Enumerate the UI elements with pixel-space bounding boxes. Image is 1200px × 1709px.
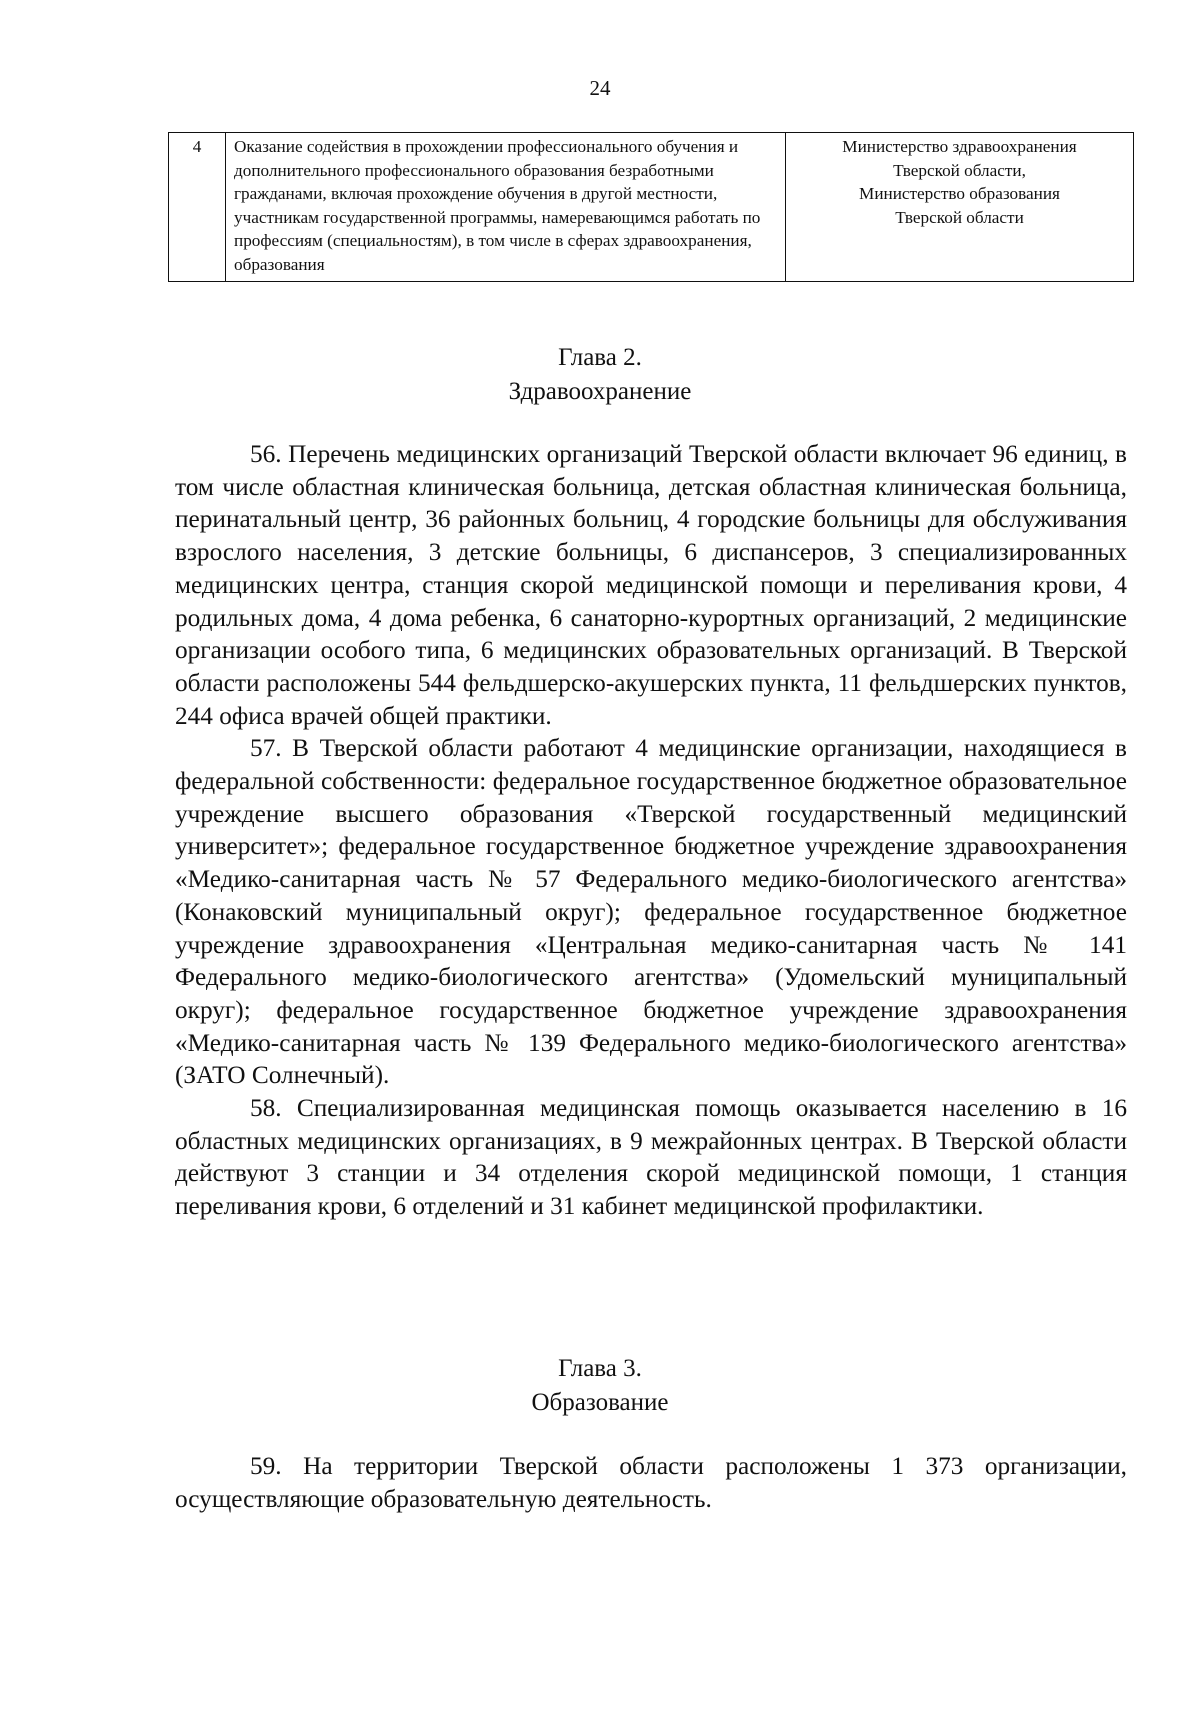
paragraph-58: 58. Специализированная медицинская помощь оказывается населению в 16 областных медицинских организациях, в 9 межрайонных центрах. В Тверской области действуют 3 станции и 34 отделения скорой медицинской помощи, 1 станция переливания крови, 6 отделений и 31 кабинет медицинской профилактики. — [175, 1094, 1127, 1221]
chapter-title: Здравоохранение — [508, 378, 692, 405]
responsible-executor-cell — [786, 133, 1134, 282]
chapter-2-body — [175, 438, 1127, 1223]
measures-table — [168, 132, 1134, 282]
responsible-line: Министерство здравоохранения — [842, 137, 1077, 156]
chapter-number: Глава 2. — [558, 344, 642, 371]
paragraph-57: 57. В Тверской области работают 4 медицинские организации, находящиеся в федеральной собственности: федеральное государственное бюджетное образовательное учреждение высшего образования «Тверской государственный медицинский университет»; федеральное государственное бюджетное учреждение здравоохранения «Медико-санитарная часть № 57 Федерального медико-биологического агентства» (Конаковский муниципальный округ); федеральное государственное бюджетное учреждение здравоохранения «Центральная медико-санитарная часть № 141 Федерального медико-биологического агентства» (Удомельский муниципальный округ); федеральное государственное бюджетное учреждение здравоохранения «Медико-санитарная часть № 139 Федерального медико-биологического агентства» (ЗАТО Солнечный). — [175, 734, 1127, 1090]
chapter-2-heading — [0, 341, 1200, 409]
responsible-line: Тверской области, — [893, 160, 1026, 180]
chapter-3-heading — [0, 1352, 1200, 1420]
chapter-3-body — [175, 1450, 1127, 1515]
measure-description-cell: Оказание содействия в прохождении профессионального обучения и дополнительного профессионального образования безработными гражданами, включая прохождение обучения в другой местности, участникам государственной программы, намеревающимся работать по профессиям (специальностям), в том числе в сферах здравоохранения, образования — [226, 133, 786, 282]
table-row — [169, 133, 1134, 282]
chapter-title: Образование — [531, 1389, 669, 1416]
responsible-line: Тверской области — [895, 207, 1024, 227]
page-number: 24 — [589, 76, 611, 100]
responsible-line: Министерство образования — [859, 184, 1060, 204]
paragraph-59: 59. На территории Тверской области расположены 1 373 организации, осуществляющие образовательную деятельность. — [175, 1452, 1127, 1513]
row-number-cell: 4 — [169, 133, 226, 282]
paragraph-56: 56. Перечень медицинских организаций Тверской области включает 96 единиц, в том числе областная клиническая больница, детская областная клиническая больница, перинатальный центр, 36 районных больниц, 4 городские больницы для обслуживания взрослого населения, 3 детские больницы, 6 диспансеров, 3 специализированных медицинских центра, станция скорой медицинской помощи и переливания крови, 4 родильных дома, 4 дома ребенка, 6 санаторно-курортных организаций, 2 медицинские организации особого типа, 6 медицинских образовательных организаций. В Тверской области расположены 544 фельдшерско-акушерских пункта, 11 фельдшерских пунктов, 244 офиса врачей общей практики. — [175, 440, 1127, 730]
chapter-number: Глава 3. — [558, 1355, 642, 1382]
